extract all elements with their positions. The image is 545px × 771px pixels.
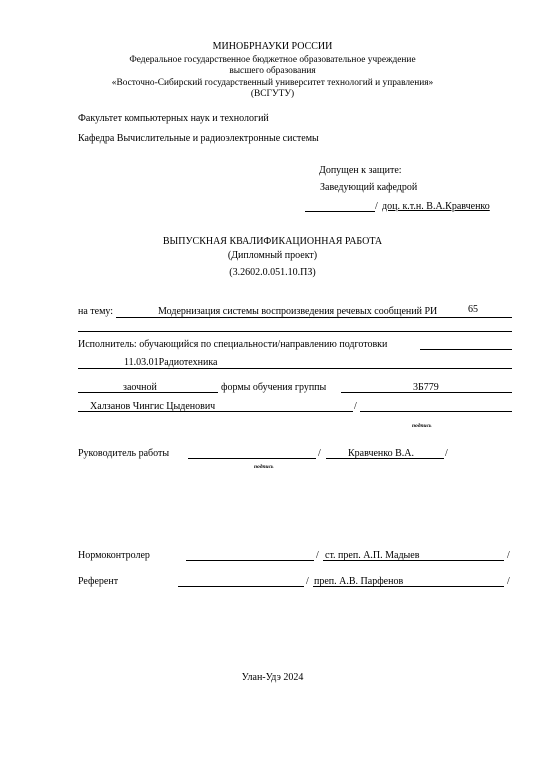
normcontroller-slash-1: / (316, 550, 319, 561)
supervisor-slash-2: / (445, 448, 448, 459)
department-line: Кафедра Вычислительные и радиоэлектронные системы (78, 133, 319, 144)
referee-signature-line (178, 586, 304, 587)
topic-underline (116, 317, 512, 318)
performer-name: Халзанов Чингис Цыденович (90, 401, 216, 412)
supervisor-signature-line (188, 458, 316, 459)
institution-line-2: высшего образования (229, 66, 316, 76)
head-label: Заведующий кафедрой (320, 182, 418, 193)
performer-signature-caption: подпись (412, 423, 432, 429)
faculty-line: Факультет компьютерных наук и технологий (78, 113, 269, 124)
institution-abbr: (ВСГУТУ) (250, 89, 295, 99)
admitted-label: Допущен к защите: (319, 165, 402, 176)
work-subtitle: (Дипломный проект) (227, 250, 318, 261)
institution-line-1: Федеральное государственное бюджетное образовательное учреждение (129, 55, 416, 65)
head-name: доц. к.т.н. В.А.Кравченко (382, 201, 490, 212)
supervisor-name: Кравченко В.А. (348, 448, 415, 459)
topic-value: Модернизация системы воспроизведения речевых сообщений РИ (158, 306, 438, 317)
normcontroller-slash-2: / (507, 550, 510, 561)
normcontroller-name: ст. преп. А.П. Мадыев (325, 550, 420, 561)
normcontroller-signature-line (186, 560, 314, 561)
performer-label-line (420, 349, 512, 350)
topic-suffix: 65 (468, 304, 478, 315)
topic-underline-2 (78, 331, 512, 332)
ministry-title: МИНОБРНАУКИ РОССИИ (212, 41, 333, 52)
work-code: (3.2602.0.051.10.ПЗ) (229, 267, 316, 278)
group-value: 3Б779 (413, 382, 439, 393)
work-title: ВЫПУСКНАЯ КВАЛИФИКАЦИОННАЯ РАБОТА (162, 236, 383, 247)
form-label: формы обучения группы (221, 382, 327, 393)
city-year: Улан-Удэ 2024 (241, 672, 304, 683)
head-slash: / (375, 201, 378, 212)
referee-slash-1: / (306, 576, 309, 587)
normcontroller-label: Нормоконтролер (78, 550, 150, 561)
supervisor-label: Руководитель работы (78, 448, 170, 459)
performer-label: Исполнитель: обучающийся по специальности/направлению подготовки (78, 339, 388, 350)
supervisor-slash-1: / (318, 448, 321, 459)
institution-line-3: «Восточно-Сибирский государственный университет технологий и управления» (111, 78, 434, 88)
study-form-value: заочной (123, 382, 157, 393)
performer-slash: / (354, 401, 357, 412)
performer-signature-line (360, 411, 512, 412)
referee-label: Референт (78, 576, 119, 587)
supervisor-signature-caption: подпись (254, 464, 274, 470)
referee-slash-2: / (507, 576, 510, 587)
referee-name: преп. А.В. Парфенов (314, 576, 404, 587)
topic-label: на тему: (78, 306, 114, 317)
specialty-value: 11.03.01Радиотехника (124, 357, 218, 368)
head-signature-line (305, 211, 375, 212)
specialty-underline (78, 368, 512, 369)
